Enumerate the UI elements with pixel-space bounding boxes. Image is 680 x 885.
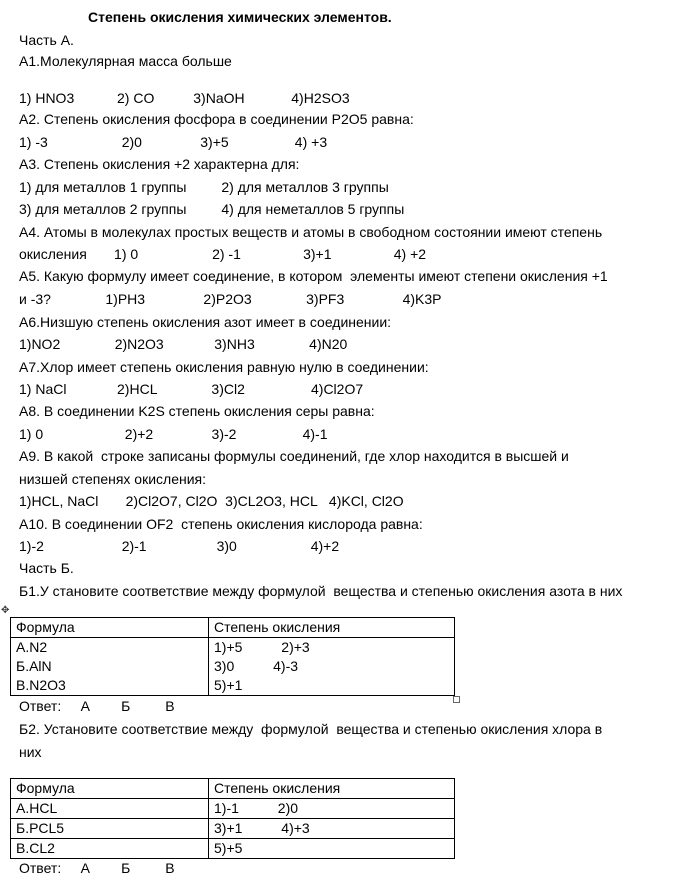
q2-text: А2. Степень окисления фосфора в соединении P2O5 равна: bbox=[19, 111, 414, 127]
b2-option-line-1: 1)-1 2)0 bbox=[209, 799, 455, 819]
b1-answer: Ответ: А Б В bbox=[19, 698, 175, 714]
q10-text: А10. В соединении OF2 степень окисления кислорода равна: bbox=[19, 516, 423, 532]
q3-text: А3. Степень окисления +2 характерна для: bbox=[19, 156, 300, 172]
b2-formula-a: А.HCL bbox=[11, 799, 209, 819]
q10-options: 1)-2 2)-1 3)0 4)+2 bbox=[19, 538, 340, 554]
table-header-row bbox=[11, 618, 455, 638]
q9-options: 1)HCL, NaCl 2)Cl2O7, Cl2O 3)CL2O3, HCL 4)KCl, Cl2O bbox=[19, 493, 404, 509]
b1-header-formula: Формула bbox=[11, 618, 209, 638]
part-a-heading: Часть А. bbox=[19, 32, 74, 48]
table-header-row bbox=[11, 779, 455, 799]
b2-header-formula: Формула bbox=[11, 779, 209, 799]
q1-text: А1.Молекулярная масса больше bbox=[19, 53, 232, 69]
q7-options: 1) NaCl 2)HCL 3)Cl2 4)Cl2O7 bbox=[19, 381, 364, 397]
b1-option-line-2: 3)0 4)-3 bbox=[214, 658, 299, 674]
b1-formula-c-text: В.N2O3 bbox=[16, 677, 66, 693]
q6-text: А6.Низшую степень окисления азот имеет в соединении: bbox=[19, 314, 392, 330]
q7-text: А7.Хлор имеет степень окисления равную нулю в соединении: bbox=[19, 359, 429, 375]
b1-option-line-3: 5)+1 bbox=[214, 677, 243, 693]
table-row bbox=[11, 839, 455, 859]
b1-option-line-1: 1)+5 2)+3 bbox=[214, 639, 310, 655]
b1-formula-b-text: Б.AlN bbox=[16, 658, 52, 674]
b1-table bbox=[10, 617, 455, 696]
table-row bbox=[11, 819, 455, 839]
b1-text: Б1.У становите соответствие между формулой вещества и степенью окисления азота в них bbox=[19, 583, 623, 599]
table-row bbox=[11, 638, 455, 696]
q4-line-1: А4. Атомы в молекулах простых веществ и атомы в свободном состоянии имеют степень bbox=[19, 224, 603, 240]
q5-line-1: А5. Какую формулу имеет соединение, в котором элементы имеют степени окисления +1 bbox=[19, 268, 608, 284]
b2-option-line-3: 5)+5 bbox=[209, 839, 455, 859]
q2-options: 1) -3 2)0 3)+5 4) +3 bbox=[19, 134, 328, 150]
b2-header-oxidation: Степень окисления bbox=[209, 779, 455, 799]
table-move-handle-icon[interactable]: ✥ bbox=[1, 605, 10, 616]
q9-line-1: А9. В какой строке записаны формулы соединений, где хлор находится в высшей и bbox=[19, 448, 569, 464]
b2-answer: Ответ: А Б В bbox=[19, 860, 175, 876]
b1-header-oxidation: Степень окисления bbox=[209, 618, 455, 638]
b2-formula-c: В.CL2 bbox=[11, 839, 209, 859]
page-title: Степень окисления химических элементов. bbox=[88, 9, 392, 25]
q3-options-1: 1) для металлов 1 группы 2) для металлов 3 группы bbox=[19, 179, 389, 195]
b1-options bbox=[209, 638, 455, 696]
q8-text: А8. В соединении K2S степень окисления серы равна: bbox=[19, 403, 375, 419]
q8-options: 1) 0 2)+2 3)-2 4)-1 bbox=[19, 426, 328, 442]
q9-line-2: низшей степенях окисления: bbox=[19, 471, 207, 487]
q4-line-2: окисления 1) 0 2) -1 3)+1 4) +2 bbox=[19, 246, 427, 262]
q6-options: 1)NO2 2)N2O3 3)NH3 4)N20 bbox=[19, 336, 348, 352]
q5-line-2: и -3? 1)PH3 2)P2O3 3)PF3 4)K3P bbox=[19, 291, 442, 307]
b2-option-line-2: 3)+1 4)+3 bbox=[209, 819, 455, 839]
b1-formula-a bbox=[11, 638, 209, 696]
q1-options: 1) HNO3 2) CO 3)NaOH 4)H2SO3 bbox=[19, 90, 350, 106]
table-row bbox=[11, 799, 455, 819]
table-resize-handle[interactable] bbox=[453, 696, 460, 703]
part-b-heading: Часть Б. bbox=[19, 560, 74, 576]
b2-line-1: Б2. Установите соответствие между формулой вещества и степенью окисления хлора в bbox=[19, 721, 603, 737]
b2-line-2: них bbox=[19, 744, 42, 760]
b1-formula-a-text: А.N2 bbox=[16, 639, 48, 655]
b2-formula-b: Б.PCL5 bbox=[11, 819, 209, 839]
b2-table bbox=[10, 778, 455, 859]
q3-options-2: 3) для металлов 2 группы 4) для неметаллов 5 группы bbox=[19, 201, 405, 217]
